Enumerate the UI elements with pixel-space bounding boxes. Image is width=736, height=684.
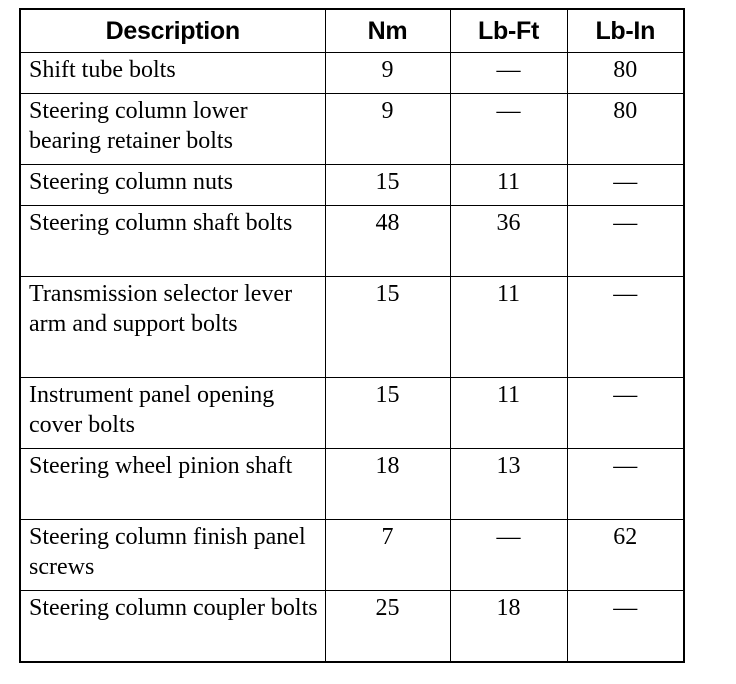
lb-in-cell: — — [567, 378, 684, 449]
description-cell: Steering column lower bearing retainer bolts — [20, 94, 325, 165]
nm-cell: 15 — [325, 378, 450, 449]
lb-in-cell: — — [567, 206, 684, 277]
torque-specifications-table — [19, 8, 685, 663]
lb-ft-cell: 36 — [450, 206, 567, 277]
description-cell: Steering column nuts — [20, 165, 325, 206]
nm-cell: 15 — [325, 277, 450, 378]
table-row — [20, 378, 684, 449]
header-row — [20, 9, 684, 53]
nm-cell: 18 — [325, 449, 450, 520]
lb-in-cell: 80 — [567, 53, 684, 94]
table-row — [20, 53, 684, 94]
nm-cell: 48 — [325, 206, 450, 277]
lb-in-cell: 62 — [567, 520, 684, 591]
lb-in-cell: 80 — [567, 94, 684, 165]
header-lb-in: Lb-In — [567, 9, 684, 53]
description-cell: Transmission selector lever arm and support bolts — [20, 277, 325, 378]
nm-cell: 9 — [325, 53, 450, 94]
table-row — [20, 520, 684, 591]
description-cell: Shift tube bolts — [20, 53, 325, 94]
table-row — [20, 165, 684, 206]
table-row — [20, 277, 684, 378]
nm-cell: 25 — [325, 591, 450, 662]
lb-ft-cell: 11 — [450, 378, 567, 449]
lb-ft-cell: — — [450, 520, 567, 591]
description-cell: Steering wheel pinion shaft — [20, 449, 325, 520]
description-cell: Instrument panel opening cover bolts — [20, 378, 325, 449]
lb-ft-cell: 18 — [450, 591, 567, 662]
description-cell: Steering column finish panel screws — [20, 520, 325, 591]
header-description: Description — [20, 9, 325, 53]
description-cell: Steering column shaft bolts — [20, 206, 325, 277]
header-lb-ft: Lb-Ft — [450, 9, 567, 53]
header-nm: Nm — [325, 9, 450, 53]
table-row — [20, 206, 684, 277]
lb-ft-cell: — — [450, 53, 567, 94]
lb-in-cell: — — [567, 591, 684, 662]
nm-cell: 15 — [325, 165, 450, 206]
lb-ft-cell: 11 — [450, 165, 567, 206]
description-cell: Steering column coupler bolts — [20, 591, 325, 662]
lb-ft-cell: — — [450, 94, 567, 165]
lb-ft-cell: 13 — [450, 449, 567, 520]
table-row — [20, 449, 684, 520]
nm-cell: 9 — [325, 94, 450, 165]
lb-in-cell: — — [567, 449, 684, 520]
table-row — [20, 591, 684, 662]
lb-in-cell: — — [567, 277, 684, 378]
lb-in-cell: — — [567, 165, 684, 206]
table-row — [20, 94, 684, 165]
nm-cell: 7 — [325, 520, 450, 591]
lb-ft-cell: 11 — [450, 277, 567, 378]
